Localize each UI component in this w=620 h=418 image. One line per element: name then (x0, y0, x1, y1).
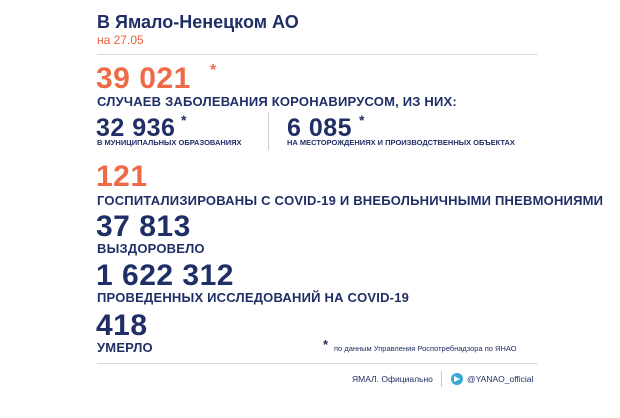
municipal-cases-label: В МУНИЦИПАЛЬНЫХ ОБРАЗОВАНИЯХ (97, 138, 242, 147)
total-cases-star: * (210, 62, 217, 79)
recovered-label: ВЫЗДОРОВЕЛО (97, 241, 205, 256)
total-cases-label: СЛУЧАЕВ ЗАБОЛЕВАНИЯ КОРОНАВИРУСОМ, ИЗ НИХ: (97, 94, 457, 109)
bottom-divider (97, 363, 538, 364)
footnote-text: по данным Управления Роспотребнадзора по ЯНАО (334, 344, 517, 353)
field-cases-star: * (359, 112, 365, 128)
telegram-icon (451, 373, 463, 385)
total-cases-value: 39 021 (96, 62, 191, 95)
page-title: В Ямало-Ненецком АО (97, 12, 299, 32)
hospitalized-label: ГОСПИТАЛИЗИРОВАНЫ С COVID-19 И ВНЕБОЛЬНИЧНЫМИ ПНЕВМОНИЯМИ (97, 193, 604, 208)
field-cases-label: НА МЕСТОРОЖДЕНИЯХ И ПРОИЗВОДСТВЕННЫХ ОБЪЕКТАХ (287, 138, 515, 147)
column-divider (268, 112, 269, 150)
footnote-star: * (323, 337, 329, 352)
field-cases-value: 6 085 (287, 114, 353, 142)
footer-telegram-handle[interactable]: @YANAO_official (467, 374, 534, 384)
footer-brand: ЯМАЛ. Официально (352, 374, 433, 384)
footer-divider (441, 371, 442, 387)
tests-value: 1 622 312 (96, 259, 234, 292)
recovered-value: 37 813 (96, 210, 191, 243)
deaths-value: 418 (96, 309, 148, 342)
top-divider (97, 54, 538, 55)
municipal-cases-star: * (181, 112, 187, 128)
tests-label: ПРОВЕДЕННЫХ ИССЛЕДОВАНИЙ НА COVID-19 (97, 290, 410, 305)
report-date: на 27.05 (97, 33, 144, 47)
hospitalized-value: 121 (96, 160, 148, 193)
municipal-cases-value: 32 936 (96, 114, 176, 142)
deaths-label: УМЕРЛО (97, 340, 153, 355)
